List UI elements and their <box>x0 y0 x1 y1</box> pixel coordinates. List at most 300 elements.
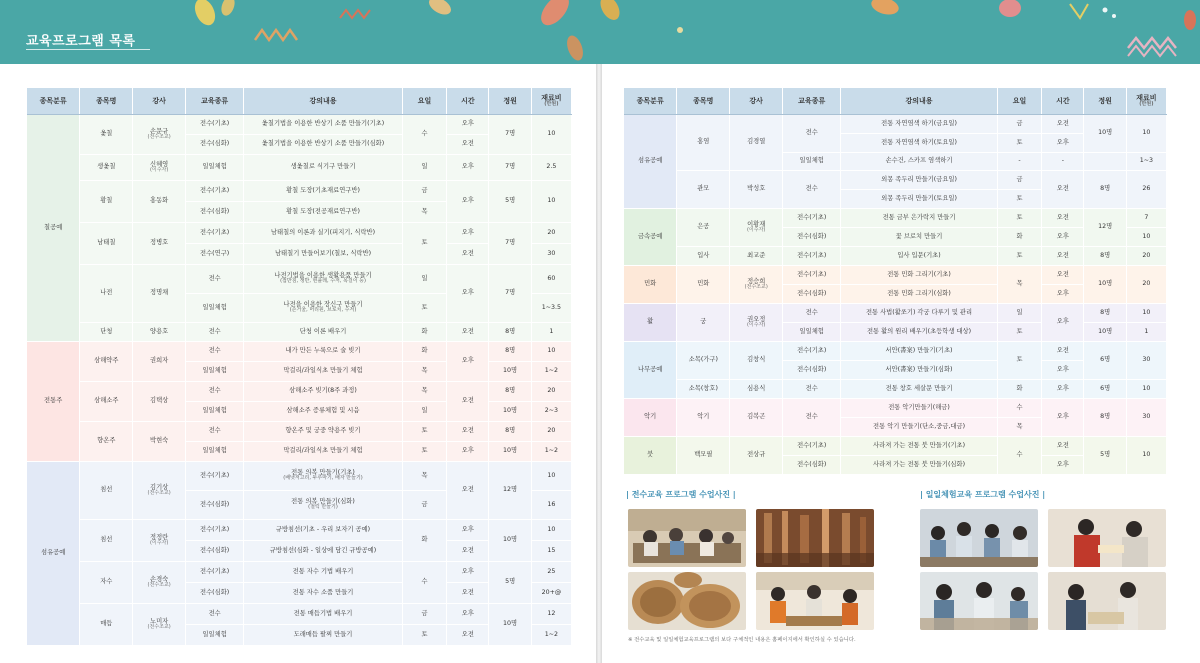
capacity-cell: 10명 <box>1084 265 1126 303</box>
fee-cell: 10 <box>531 461 571 490</box>
teacher-cell: 김택상 <box>133 381 186 421</box>
table-row <box>27 114 572 134</box>
day-cell: 토 <box>997 208 1041 227</box>
fee-cell: 15 <box>531 540 571 561</box>
type-cell: 전수(기초) <box>783 436 841 455</box>
fee-cell: 10 <box>1126 114 1166 152</box>
item-cell: 남태칠 <box>80 222 133 264</box>
table-row <box>27 421 572 441</box>
teacher-cell: 정정란 (이수자) <box>133 519 186 561</box>
item-cell: 궁 <box>677 303 730 341</box>
group-instrument <box>624 398 1167 436</box>
fee-cell: 1~3.5 <box>531 293 571 322</box>
item-cell: 침선 <box>80 461 133 519</box>
group-bow <box>624 303 1167 341</box>
type-cell: 전수(심화) <box>186 134 244 154</box>
type-cell: 전수 <box>186 603 244 624</box>
table-row <box>624 246 1167 265</box>
fee-cell: 1 <box>1126 322 1166 341</box>
content-cell: 전통 민화 그리기(심화) <box>841 284 998 303</box>
fee-cell: 1 <box>531 322 571 341</box>
fee-cell: 30 <box>1126 341 1166 379</box>
header-banner <box>0 0 1200 64</box>
training-class-photo-1 <box>628 509 746 567</box>
capacity-cell: 8명 <box>489 341 531 361</box>
item-cell: 삼해소주 <box>80 381 133 421</box>
type-cell: 전수 <box>186 322 244 341</box>
time-cell: 오전 <box>1042 246 1084 265</box>
time-cell: 오전 <box>447 381 489 421</box>
content-cell: 전통 악기만들기(해금) <box>841 398 998 417</box>
type-cell: 전수(기초) <box>783 246 841 265</box>
page-title: 교육프로그램 목록 <box>26 34 136 49</box>
time-cell: 오후 <box>447 603 489 624</box>
fee-cell: 1~2 <box>531 624 571 645</box>
group-lacquer <box>27 114 572 341</box>
category-cell: 활 <box>624 303 677 341</box>
time-cell: 오후 <box>1042 303 1084 341</box>
fee-cell: 16 <box>531 490 571 519</box>
time-cell: 오전 <box>1042 341 1084 360</box>
fee-cell: 26 <box>1126 170 1166 208</box>
table-row <box>624 379 1167 398</box>
fee-cell: 10 <box>531 519 571 540</box>
fee-cell: 30 <box>531 243 571 264</box>
type-cell: 일일체험 <box>783 152 841 170</box>
teacher-cell: 노미자 (전수조교) <box>133 603 186 645</box>
teacher-cell: 김경열 <box>730 114 783 170</box>
day-cell: 토 <box>997 133 1041 152</box>
fee-cell: 20 <box>1126 246 1166 265</box>
fee-cell: 2.5 <box>531 154 571 180</box>
time-cell: 오후 <box>1042 227 1084 246</box>
content-cell: 전통 민화 그리기(기초) <box>841 265 998 284</box>
type-cell: 전수(기초) <box>186 461 244 490</box>
fee-cell: 12 <box>531 603 571 624</box>
time-cell: 오후 <box>447 341 489 381</box>
capacity-cell: 10명 <box>489 361 531 381</box>
type-cell: 일일체험 <box>186 624 244 645</box>
capacity-cell: 10명 <box>1084 114 1126 152</box>
capacity-cell: 10명 <box>489 401 531 421</box>
experience-class-photo-2 <box>1048 509 1166 567</box>
capacity-cell: 7명 <box>489 222 531 264</box>
time-cell: 오전 <box>447 322 489 341</box>
header-item: 종목명 <box>677 88 730 114</box>
time-cell: 오후 <box>1042 133 1084 152</box>
fee-cell: 1~2 <box>531 441 571 461</box>
time-cell: 오후 <box>1042 398 1084 436</box>
teacher-cell: 정명채 <box>133 264 186 322</box>
capacity-cell: 10명 <box>489 441 531 461</box>
day-cell: 수 <box>997 398 1041 417</box>
header-capacity: 정원 <box>1084 88 1126 114</box>
training-class-photo-4 <box>756 572 874 630</box>
table-row <box>624 303 1167 322</box>
day-cell: 일 <box>402 401 446 421</box>
type-cell: 전수(기초) <box>186 519 244 540</box>
day-cell: 토 <box>402 624 446 645</box>
content-cell: 전통 창호 세살문 만들기 <box>841 379 998 398</box>
item-cell: 황칠 <box>80 180 133 222</box>
capacity-cell: 8명 <box>1084 246 1126 265</box>
content-cell: 나전을 이용한 장신구 만들기 (손거울, 머리핀, 브로치, 수저) <box>244 293 403 322</box>
teacher-cell: 홍동화 <box>133 180 186 222</box>
header-content: 강의내용 <box>841 88 998 114</box>
time-cell: 오전 <box>447 461 489 519</box>
time-cell: 오후 <box>447 561 489 582</box>
fee-cell: 20 <box>531 222 571 243</box>
day-cell: 일 <box>997 303 1041 322</box>
day-cell: 목 <box>402 381 446 401</box>
day-cell: 화 <box>402 519 446 561</box>
time-cell: 오전 <box>447 582 489 603</box>
day-cell: 금 <box>402 180 446 201</box>
header-teacher: 강사 <box>133 88 186 114</box>
day-cell: 토 <box>997 322 1041 341</box>
time-cell: 오후 <box>447 180 489 222</box>
time-cell: 오후 <box>447 264 489 322</box>
content-cell: 사라져 가는 전통 붓 만들기(심화) <box>841 455 998 474</box>
type-cell: 전수 <box>783 398 841 436</box>
fee-cell: 10 <box>1126 379 1166 398</box>
time-cell: 오전 <box>1042 436 1084 455</box>
table-row <box>624 208 1167 227</box>
time-cell: 오후 <box>1042 360 1084 379</box>
content-cell: 사라져 가는 전통 붓 만들기(기초) <box>841 436 998 455</box>
content-cell: 외몽 족두리 만들기(토요일) <box>841 189 998 208</box>
capacity-cell: 5명 <box>489 180 531 222</box>
table-row <box>27 322 572 341</box>
content-cell: 전통 자연염색 하기(금요일) <box>841 114 998 133</box>
day-cell: 금 <box>997 114 1041 133</box>
capacity-cell: 7명 <box>489 264 531 322</box>
day-cell: 토 <box>402 421 446 441</box>
footnote: ※ 전수교육 및 일일체험교육프로그램의 보다 구체적인 내용은 홈페이지에서 확인하실 수 있습니다. <box>628 637 856 643</box>
capacity-cell: 12명 <box>1084 208 1126 246</box>
day-cell: 금 <box>402 603 446 624</box>
teacher-cell: 전상규 <box>730 436 783 474</box>
time-cell: 오전 <box>447 540 489 561</box>
day-cell: 토 <box>402 222 446 264</box>
table-row <box>27 341 572 361</box>
fee-cell: 20 <box>531 421 571 441</box>
content-cell: 규방침선(심화 - 일상에 담긴 규방공예) <box>244 540 403 561</box>
content-cell: 외몽 족두리 만들기(금요일) <box>841 170 998 189</box>
content-cell: 입사 입문(기초) <box>841 246 998 265</box>
content-cell: 꽃 브로치 만들기 <box>841 227 998 246</box>
header-category: 종목분류 <box>624 88 677 114</box>
category-cell: 칠공예 <box>27 114 80 341</box>
group-folk-painting <box>624 265 1167 303</box>
item-cell: 소목(가구) <box>677 341 730 379</box>
type-cell: 전수(심화) <box>186 490 244 519</box>
teacher-cell: 이황재 (이수자) <box>730 208 783 246</box>
type-cell: 전수(심화) <box>783 284 841 303</box>
teacher-cell: 손문규 (전수조교) <box>133 114 186 154</box>
type-cell: 일일체험 <box>186 401 244 421</box>
capacity-cell: 5명 <box>489 561 531 603</box>
content-cell: 서안(書案) 만들기(기초) <box>841 341 998 360</box>
day-cell: 토 <box>402 293 446 322</box>
type-cell: 전수(심화) <box>186 582 244 603</box>
header-day: 요일 <box>997 88 1041 114</box>
type-cell: 전수 <box>186 264 244 293</box>
table-row <box>27 561 572 582</box>
day-cell: 토 <box>997 341 1041 379</box>
capacity-cell: 6명 <box>1084 341 1126 379</box>
table-row <box>27 603 572 624</box>
experience-class-photo-3 <box>920 572 1038 630</box>
table-row <box>624 114 1167 133</box>
item-cell: 은공 <box>677 208 730 246</box>
table-row <box>624 398 1167 417</box>
type-cell: 전수 <box>783 170 841 208</box>
category-cell: 전통주 <box>27 341 80 461</box>
right-program-table <box>624 88 1167 475</box>
fee-cell: 25 <box>531 561 571 582</box>
teacher-cell: 정병호 <box>133 222 186 264</box>
content-cell: 전통 금부 은가락지 만들기 <box>841 208 998 227</box>
type-cell: 전수(연구) <box>186 243 244 264</box>
content-cell: 전통 의복 만들기(심화) (철릭 만들기) <box>244 490 403 519</box>
fee-cell: 10 <box>1126 227 1166 246</box>
item-cell: 자수 <box>80 561 133 603</box>
table-row <box>27 381 572 401</box>
type-cell: 전수(심화) <box>186 540 244 561</box>
time-cell: 오전 <box>1042 170 1084 208</box>
fee-cell: 2~3 <box>531 401 571 421</box>
table-header-row <box>27 88 572 114</box>
capacity-cell: 8명 <box>489 381 531 401</box>
type-cell: 전수(기초) <box>186 114 244 134</box>
fee-cell: 20+@ <box>531 582 571 603</box>
time-cell: - <box>1042 152 1084 170</box>
teacher-cell: 신혜영 (이수자) <box>133 154 186 180</box>
type-cell: 전수(기초) <box>186 180 244 201</box>
table-row <box>624 170 1167 189</box>
fee-cell: 10 <box>1126 436 1166 474</box>
fee-cell: 1~2 <box>531 361 571 381</box>
day-cell: 수 <box>402 561 446 603</box>
header-item: 종목명 <box>80 88 133 114</box>
item-cell: 관모 <box>677 170 730 208</box>
time-cell: 오후 <box>1042 284 1084 303</box>
table-row <box>624 265 1167 284</box>
day-cell: 목 <box>402 201 446 222</box>
teacher-cell: 김창식 <box>730 341 783 379</box>
header-capacity: 정원 <box>489 88 531 114</box>
day-cell: 금 <box>997 170 1041 189</box>
capacity-cell: 8명 <box>1084 398 1126 436</box>
item-cell: 민화 <box>677 265 730 303</box>
item-cell: 옻칠 <box>80 114 133 154</box>
group-brush <box>624 436 1167 474</box>
table-row <box>27 461 572 490</box>
capacity-cell: 8명 <box>489 421 531 441</box>
day-cell: 목 <box>402 361 446 381</box>
item-cell: 매듭 <box>80 603 133 645</box>
type-cell: 일일체험 <box>186 154 244 180</box>
day-cell: 일 <box>402 154 446 180</box>
day-cell: 수 <box>402 114 446 154</box>
teacher-cell: 최교준 <box>730 246 783 265</box>
category-cell: 나무공예 <box>624 341 677 398</box>
experience-class-photo-4 <box>1048 572 1166 630</box>
day-cell: 목 <box>402 461 446 490</box>
table-row <box>624 436 1167 455</box>
item-cell: 소목(창호) <box>677 379 730 398</box>
category-cell: 섬유공예 <box>624 114 677 208</box>
type-cell: 일일체험 <box>186 441 244 461</box>
teacher-cell: 김복곤 <box>730 398 783 436</box>
content-cell: 옻칠기법을 이용한 반상기 소품 만들기(심화) <box>244 134 403 154</box>
type-cell: 일일체험 <box>783 322 841 341</box>
experience-class-photo-1 <box>920 509 1038 567</box>
type-cell: 전수 <box>783 303 841 322</box>
content-cell: 막걸리/과일식초 만들기 체험 <box>244 441 403 461</box>
content-cell: 단청 이론 배우기 <box>244 322 403 341</box>
header-day: 요일 <box>402 88 446 114</box>
table-row <box>27 154 572 180</box>
table-row <box>624 341 1167 360</box>
capacity-cell: 6명 <box>1084 379 1126 398</box>
content-cell: 생옻칠로 식기구 만들기 <box>244 154 403 180</box>
day-cell: 화 <box>997 227 1041 246</box>
time-cell: 오후 <box>447 154 489 180</box>
fee-cell: 10 <box>1126 303 1166 322</box>
item-cell: 홍염 <box>677 114 730 170</box>
day-cell: 일 <box>402 264 446 293</box>
time-cell: 오전 <box>1042 265 1084 284</box>
content-cell: 전통 자수 기법 배우기 <box>244 561 403 582</box>
table-row <box>27 222 572 243</box>
type-cell: 전수(기초) <box>186 561 244 582</box>
table-header-row <box>624 88 1167 114</box>
training-class-photo-3 <box>628 572 746 630</box>
item-cell: 입사 <box>677 246 730 265</box>
fee-cell: 10 <box>531 114 571 154</box>
time-cell: 오후 <box>447 222 489 243</box>
header-time: 시간 <box>1042 88 1084 114</box>
teacher-cell: 박성호 <box>730 170 783 208</box>
capacity-cell <box>1084 152 1126 170</box>
type-cell: 전수 <box>783 114 841 152</box>
day-cell: - <box>997 152 1041 170</box>
capacity-cell: 8명 <box>489 322 531 341</box>
capacity-cell: 10명 <box>1084 322 1126 341</box>
day-cell: 목 <box>997 417 1041 436</box>
type-cell: 전수(기초) <box>783 341 841 360</box>
fee-cell: 10 <box>531 180 571 222</box>
title-underline <box>26 49 150 50</box>
day-cell: 화 <box>402 322 446 341</box>
time-cell: 오후 <box>1042 455 1084 474</box>
fee-cell: 20 <box>531 381 571 401</box>
type-cell: 전수(기초) <box>783 208 841 227</box>
header-teacher: 강사 <box>730 88 783 114</box>
content-cell: 손수건, 스카프 염색하기 <box>841 152 998 170</box>
header-fee: 재료비 (만원) <box>531 88 571 114</box>
category-cell: 악기 <box>624 398 677 436</box>
time-cell: 오전 <box>1042 114 1084 133</box>
capacity-cell: 7명 <box>489 154 531 180</box>
teacher-cell: 양용호 <box>133 322 186 341</box>
category-cell: 금속공예 <box>624 208 677 265</box>
category-cell: 붓 <box>624 436 677 474</box>
group-textile-left <box>27 461 572 645</box>
content-cell: 전통 사법(활쏘기) 각궁 다루기 및 관리 <box>841 303 998 322</box>
teacher-cell: 손경숙 (전수조교) <box>133 561 186 603</box>
content-cell: 삼해소주 빚기(8주 과정) <box>244 381 403 401</box>
fee-cell: 7 <box>1126 208 1166 227</box>
time-cell: 오후 <box>447 519 489 540</box>
content-cell: 내가 만든 누룩으로 술 빚기 <box>244 341 403 361</box>
type-cell: 전수 <box>186 381 244 401</box>
fee-cell: 30 <box>1126 398 1166 436</box>
day-cell: 금 <box>402 490 446 519</box>
content-cell: 전통 매듭기법 배우기 <box>244 603 403 624</box>
header-content: 강의내용 <box>244 88 403 114</box>
type-cell: 일일체험 <box>186 361 244 381</box>
left-program-table <box>27 88 572 646</box>
content-cell: 황칠 도장(기초재료연구반) <box>244 180 403 201</box>
content-cell: 남태칠기 만들어보기(칠보, 식락반) <box>244 243 403 264</box>
item-cell: 단청 <box>80 322 133 341</box>
day-cell: 토 <box>997 246 1041 265</box>
type-cell: 전수 <box>783 379 841 398</box>
experience-photos-heading: | 일일체험교육 프로그램 수업사진 | <box>920 490 1046 499</box>
type-cell: 전수(심화) <box>783 455 841 474</box>
day-cell: 토 <box>997 189 1041 208</box>
item-cell: 나전 <box>80 264 133 322</box>
table-row <box>27 180 572 201</box>
capacity-cell: 10명 <box>489 519 531 561</box>
item-cell: 백모필 <box>677 436 730 474</box>
type-cell: 전수(기초) <box>186 222 244 243</box>
content-cell: 삼해소주 증류체험 및 시음 <box>244 401 403 421</box>
item-cell: 생옻칠 <box>80 154 133 180</box>
content-cell: 전통 자수 소품 만들기 <box>244 582 403 603</box>
teacher-cell: 권희자 <box>133 341 186 381</box>
day-cell: 수 <box>997 436 1041 474</box>
day-cell: 화 <box>402 341 446 361</box>
table-row <box>27 519 572 540</box>
group-textile-right <box>624 114 1167 208</box>
content-cell: 나전기법을 이용한 생활용품 만들기 (접반침, 쟁반, 현플레, 수저, 목걸이 등) <box>244 264 403 293</box>
content-cell: 규방침선(기초 - 우리 보자기 공예) <box>244 519 403 540</box>
time-cell: 오후 <box>1042 379 1084 398</box>
time-cell: 오전 <box>447 134 489 154</box>
capacity-cell: 8명 <box>1084 170 1126 208</box>
item-cell: 악기 <box>677 398 730 436</box>
decorative-leaves-illustration <box>0 0 1200 64</box>
fee-cell: 1~3 <box>1126 152 1166 170</box>
time-cell: 오전 <box>1042 208 1084 227</box>
capacity-cell: 7명 <box>489 114 531 154</box>
time-cell: 오후 <box>447 114 489 134</box>
teacher-cell: 권오정 (이수자) <box>730 303 783 341</box>
type-cell: 전수 <box>186 341 244 361</box>
content-cell: 전통 악기 만들기(단소,중금,대금) <box>841 417 998 436</box>
day-cell: 토 <box>402 441 446 461</box>
content-cell: 옻칠기법을 이용한 반상기 소품 만들기(기초) <box>244 114 403 134</box>
capacity-cell: 12명 <box>489 461 531 519</box>
capacity-cell: 8명 <box>1084 303 1126 322</box>
time-cell: 오전 <box>447 624 489 645</box>
capacity-cell: 5명 <box>1084 436 1126 474</box>
group-woodcraft <box>624 341 1167 398</box>
